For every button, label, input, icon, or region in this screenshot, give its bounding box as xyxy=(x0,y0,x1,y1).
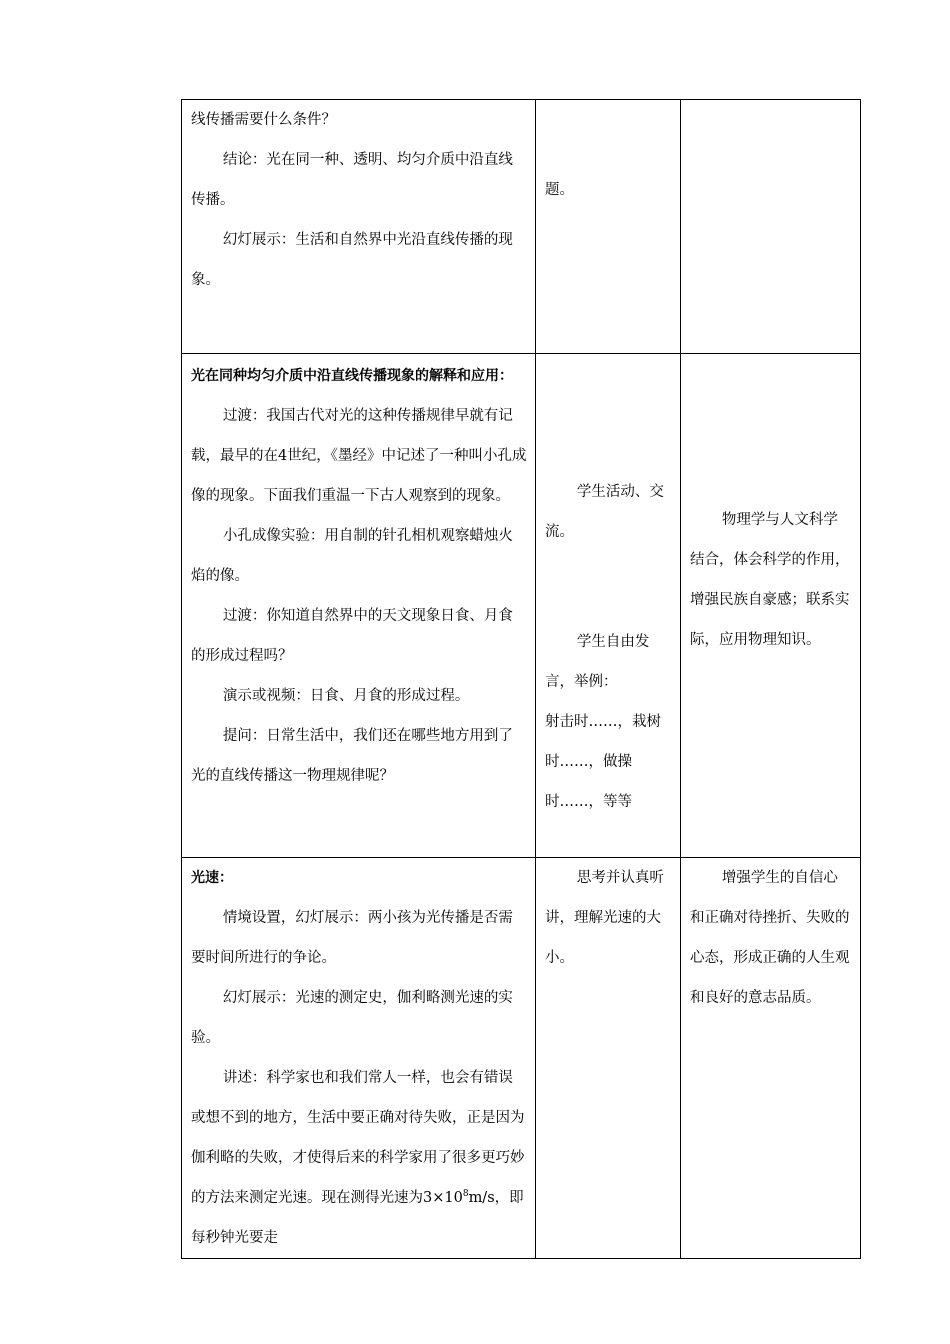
intent-cell xyxy=(681,858,861,1259)
activity-text: 学生活动、交流。 xyxy=(545,484,664,540)
process-cell xyxy=(182,354,536,858)
scenario-text: 情境设置，幻灯展示：两小孩为光传播是否需要时间所进行的争论。 xyxy=(191,910,513,966)
question-text: 提问：日常生活中，我们还在哪些地方用到了光的直线传播这一物理规律呢？ xyxy=(191,728,513,784)
table-row xyxy=(182,858,861,1259)
activity-text: 思考并认真听讲，理解光速的大小。 xyxy=(545,870,664,966)
section-heading: 光在同种均匀介质中沿直线传播现象的解释和应用： xyxy=(191,368,513,384)
lecture-text xyxy=(191,1058,527,1258)
demo-text: 演示或视频：日食、月食的形成过程。 xyxy=(222,688,470,704)
speed-tail: ，即每秒钟光要走 xyxy=(191,1190,524,1246)
section-heading: 光速： xyxy=(191,870,233,886)
conclusion-text: 结论：光在同一种、透明、均匀介质中沿直线传播。 xyxy=(191,152,513,208)
slide-text: 幻灯展示：光速的测定史，伽利略测光速的实验。 xyxy=(191,990,513,1046)
lecture-body: 讲述：科学家也和我们常人一样，也会有错误或想不到的地方，生活中要正确对待失败，正是因为伽利略的失败，才使得后来的科学家用了很多更巧妙的方法来测定光速。现在测得光速为 xyxy=(191,1070,525,1206)
speed-unit: m/s xyxy=(468,1190,495,1206)
speed-exponent: 8 xyxy=(462,1189,469,1200)
student-activity-cell xyxy=(536,100,681,354)
student-activity-cell xyxy=(536,354,681,858)
slide-text: 幻灯展示：生活和自然界中光沿直线传播的现象。 xyxy=(191,232,513,288)
intent-cell xyxy=(681,100,861,354)
activity-text: 学生自由发言，举例： xyxy=(545,634,650,690)
example-text: 射击时……，栽树时……，做操时……，等等 xyxy=(545,714,661,810)
process-cell xyxy=(182,858,536,1259)
intent-cell xyxy=(681,354,861,858)
text-line: 线传播需要什么条件？ xyxy=(191,112,336,128)
lesson-plan-table xyxy=(181,99,861,1259)
student-activity-cell xyxy=(536,858,681,1259)
transition-text: 过渡：我国古代对光的这种传播规律早就有记载，最早的在4世纪，《墨经》中记述了一种叫小孔成像的现象。下面我们重温一下古人观察到的现象。 xyxy=(191,408,527,504)
transition-text: 过渡：你知道自然界中的天文现象日食、月食的形成过程吗？ xyxy=(191,608,513,664)
process-cell xyxy=(182,100,536,354)
intent-text: 物理学与人文科学结合，体会科学的作用，增强民族自豪感；联系实际，应用物理知识。 xyxy=(690,512,850,648)
activity-text: 题。 xyxy=(545,182,574,198)
speed-base: 3×10 xyxy=(423,1190,463,1206)
experiment-text: 小孔成像实验：用自制的针孔相机观察蜡烛火焰的像。 xyxy=(191,528,513,584)
table-row xyxy=(182,354,861,858)
intent-text: 增强学生的自信心和正确对待挫折、失败的心态，形成正确的人生观和良好的意志品质。 xyxy=(690,870,850,1006)
table-row xyxy=(182,100,861,354)
